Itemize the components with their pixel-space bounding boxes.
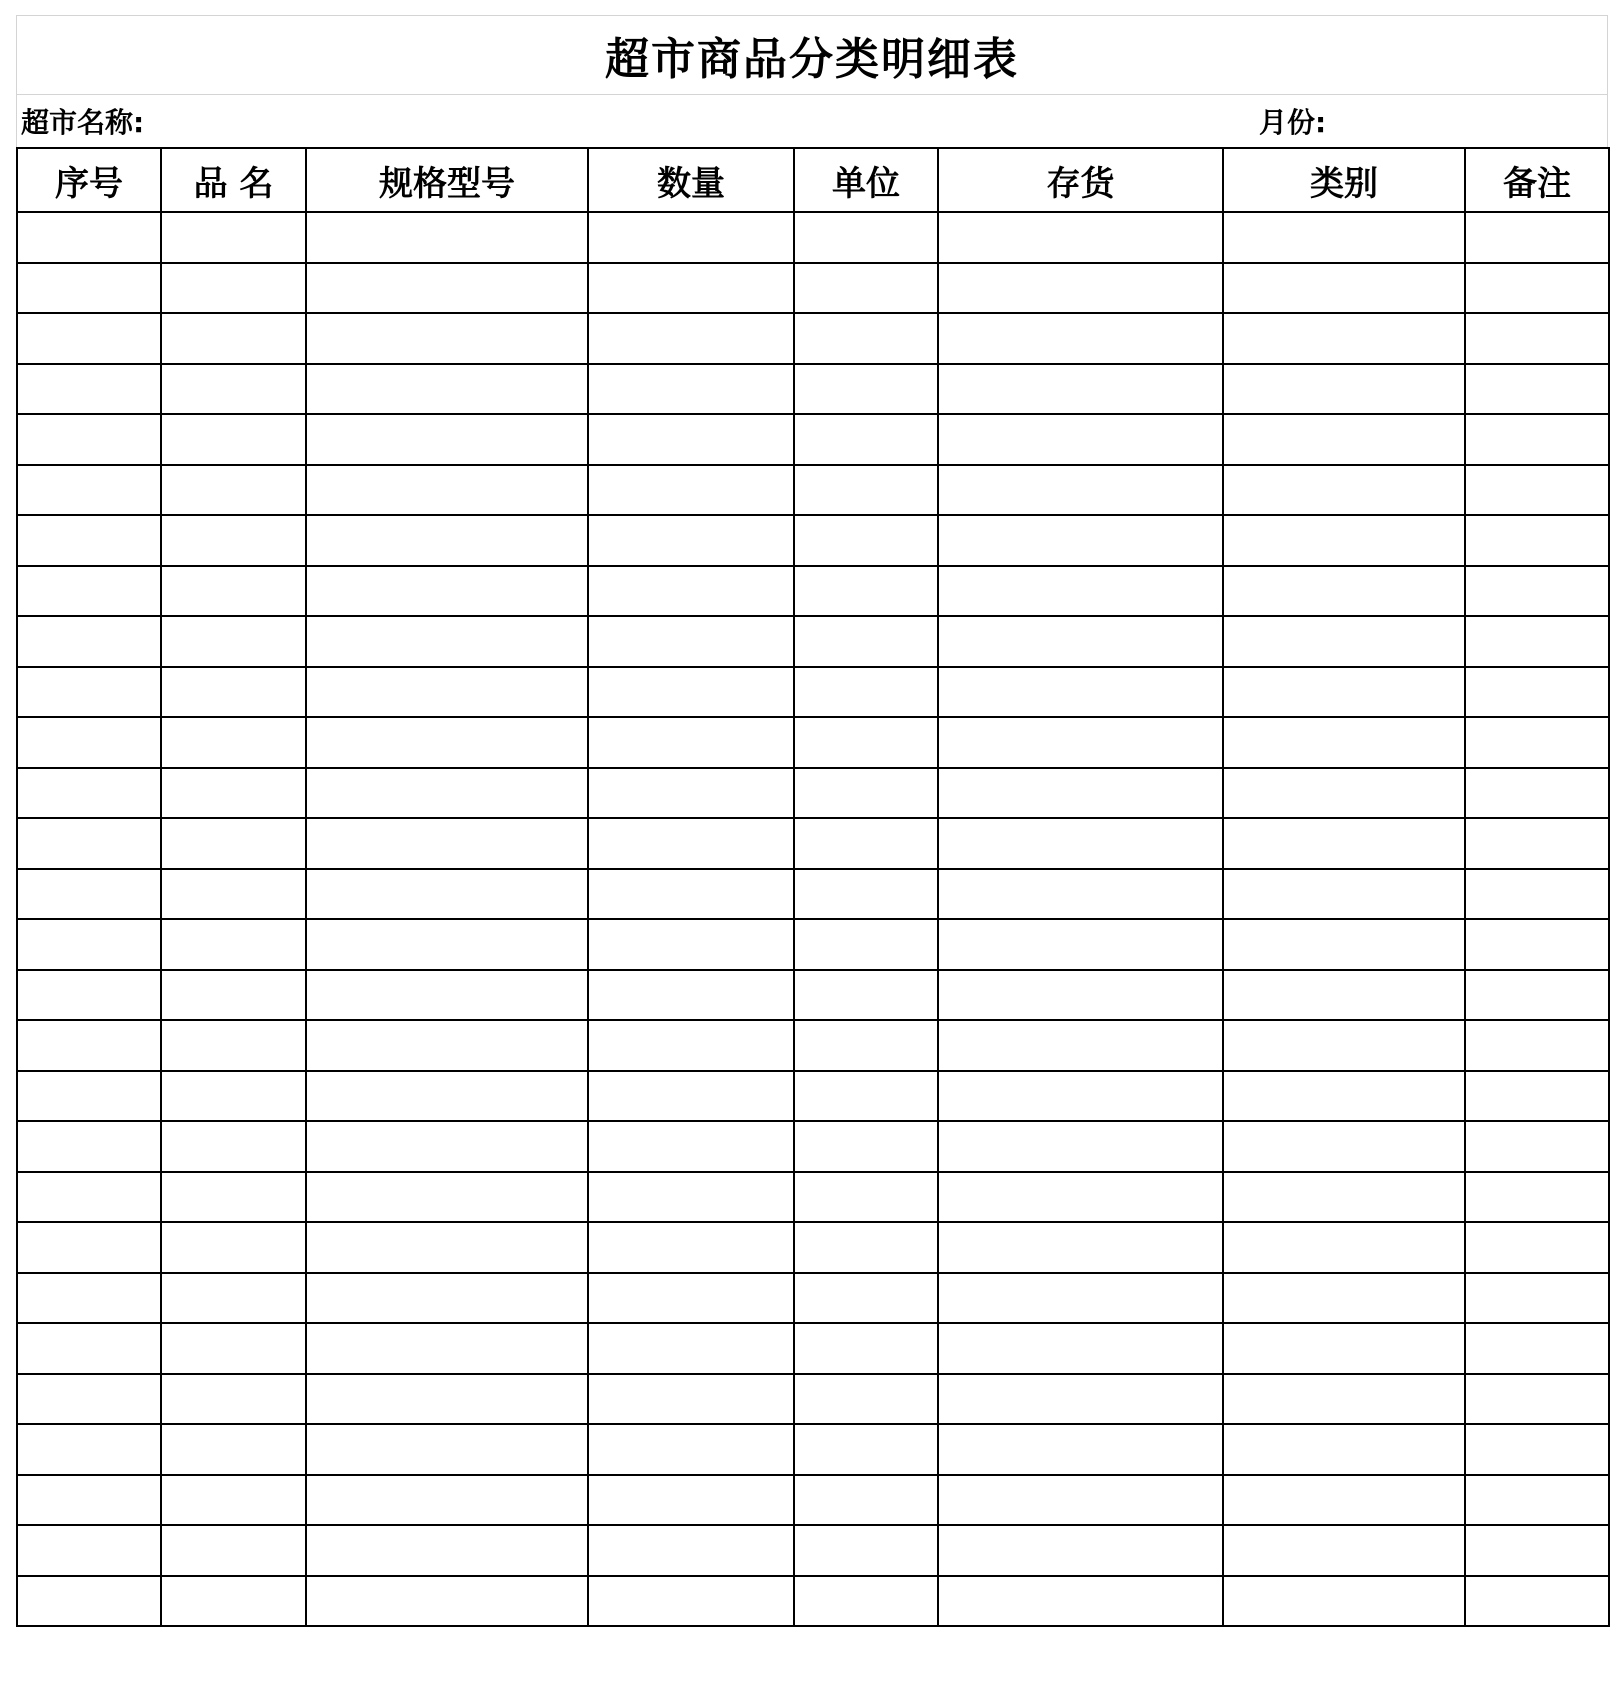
cell-category[interactable] (1223, 1323, 1465, 1374)
cell-quantity[interactable] (588, 768, 794, 819)
table-row (17, 313, 1609, 364)
cell-notes[interactable] (1465, 313, 1609, 364)
cell-unit[interactable] (794, 414, 938, 465)
cell-category[interactable] (1223, 768, 1465, 819)
cell-stock[interactable] (938, 869, 1223, 920)
cell-category[interactable] (1223, 1525, 1465, 1576)
cell-index[interactable] (17, 818, 161, 869)
table-row (17, 1020, 1609, 1071)
cell-name[interactable] (161, 970, 306, 1021)
cell-category[interactable] (1223, 364, 1465, 415)
cell-stock[interactable] (938, 1475, 1223, 1526)
cell-unit[interactable] (794, 515, 938, 566)
cell-spec[interactable] (306, 717, 588, 768)
cell-notes[interactable] (1465, 1121, 1609, 1172)
cell-stock[interactable] (938, 566, 1223, 617)
cell-index[interactable] (17, 212, 161, 263)
cell-unit[interactable] (794, 1576, 938, 1627)
cell-spec[interactable] (306, 1071, 588, 1122)
cell-stock[interactable] (938, 1374, 1223, 1425)
cell-index[interactable] (17, 768, 161, 819)
cell-index[interactable] (17, 566, 161, 617)
cell-quantity[interactable] (588, 1525, 794, 1576)
cell-name[interactable] (161, 515, 306, 566)
cell-category[interactable] (1223, 818, 1465, 869)
cell-spec[interactable] (306, 970, 588, 1021)
cell-quantity[interactable] (588, 1222, 794, 1273)
detail-table (16, 147, 1610, 1627)
cell-quantity[interactable] (588, 1424, 794, 1475)
cell-notes[interactable] (1465, 1071, 1609, 1122)
cell-notes[interactable] (1465, 1222, 1609, 1273)
table-row (17, 212, 1609, 263)
cell-notes[interactable] (1465, 1172, 1609, 1223)
cell-unit[interactable] (794, 970, 938, 1021)
cell-index[interactable] (17, 616, 161, 667)
cell-notes[interactable] (1465, 768, 1609, 819)
header-cell-index: 序号 (17, 148, 161, 212)
table-row (17, 566, 1609, 617)
cell-unit[interactable] (794, 919, 938, 970)
cell-name[interactable] (161, 212, 306, 263)
cell-category[interactable] (1223, 869, 1465, 920)
cell-spec[interactable] (306, 364, 588, 415)
sheet-title: 超市商品分类明细表 (605, 34, 1019, 85)
header-cell-notes: 备注 (1465, 148, 1609, 212)
table-row (17, 1121, 1609, 1172)
cell-name[interactable] (161, 465, 306, 516)
cell-category[interactable] (1223, 1475, 1465, 1526)
table-row (17, 818, 1609, 869)
table-body (17, 212, 1609, 1626)
cell-spec[interactable] (306, 414, 588, 465)
cell-quantity[interactable] (588, 1020, 794, 1071)
cell-unit[interactable] (794, 1475, 938, 1526)
header-cell-quantity: 数量 (588, 148, 794, 212)
table-row (17, 364, 1609, 415)
cell-spec[interactable] (306, 1121, 588, 1172)
cell-index[interactable] (17, 1576, 161, 1627)
cell-spec[interactable] (306, 566, 588, 617)
cell-quantity[interactable] (588, 616, 794, 667)
table-row (17, 1172, 1609, 1223)
cell-category[interactable] (1223, 970, 1465, 1021)
cell-stock[interactable] (938, 1323, 1223, 1374)
table-row (17, 1525, 1609, 1576)
cell-stock[interactable] (938, 1071, 1223, 1122)
cell-quantity[interactable] (588, 263, 794, 314)
cell-index[interactable] (17, 313, 161, 364)
cell-spec[interactable] (306, 1374, 588, 1425)
cell-stock[interactable] (938, 515, 1223, 566)
header-cell-category: 类别 (1223, 148, 1465, 212)
table-row (17, 1424, 1609, 1475)
cell-quantity[interactable] (588, 869, 794, 920)
cell-unit[interactable] (794, 869, 938, 920)
cell-category[interactable] (1223, 263, 1465, 314)
cell-index[interactable] (17, 1374, 161, 1425)
table-row (17, 515, 1609, 566)
cell-category[interactable] (1223, 1121, 1465, 1172)
cell-unit[interactable] (794, 1323, 938, 1374)
cell-unit[interactable] (794, 1424, 938, 1475)
cell-category[interactable] (1223, 212, 1465, 263)
cell-stock[interactable] (938, 818, 1223, 869)
cell-stock[interactable] (938, 1576, 1223, 1627)
cell-category[interactable] (1223, 1424, 1465, 1475)
cell-name[interactable] (161, 263, 306, 314)
cell-index[interactable] (17, 414, 161, 465)
cell-stock[interactable] (938, 465, 1223, 516)
cell-name[interactable] (161, 1475, 306, 1526)
cell-name[interactable] (161, 1323, 306, 1374)
cell-spec[interactable] (306, 1424, 588, 1475)
cell-notes[interactable] (1465, 414, 1609, 465)
cell-stock[interactable] (938, 414, 1223, 465)
header-cell-stock: 存货 (938, 148, 1223, 212)
cell-quantity[interactable] (588, 1323, 794, 1374)
cell-name[interactable] (161, 1576, 306, 1627)
cell-notes[interactable] (1465, 919, 1609, 970)
cell-notes[interactable] (1465, 364, 1609, 415)
cell-index[interactable] (17, 1121, 161, 1172)
cell-quantity[interactable] (588, 465, 794, 516)
cell-name[interactable] (161, 616, 306, 667)
cell-spec[interactable] (306, 1222, 588, 1273)
header-cell-spec: 规格型号 (306, 148, 588, 212)
cell-notes[interactable] (1465, 1576, 1609, 1627)
table-row (17, 768, 1609, 819)
cell-index[interactable] (17, 1071, 161, 1122)
cell-index[interactable] (17, 1222, 161, 1273)
header-cell-unit: 单位 (794, 148, 938, 212)
cell-index[interactable] (17, 667, 161, 718)
cell-index[interactable] (17, 465, 161, 516)
table-row (17, 263, 1609, 314)
table-row (17, 414, 1609, 465)
cell-stock[interactable] (938, 313, 1223, 364)
table-row (17, 465, 1609, 516)
cell-index[interactable] (17, 1424, 161, 1475)
table-row (17, 1273, 1609, 1324)
cell-unit[interactable] (794, 263, 938, 314)
cell-stock[interactable] (938, 212, 1223, 263)
cell-spec[interactable] (306, 212, 588, 263)
cell-stock[interactable] (938, 717, 1223, 768)
cell-stock[interactable] (938, 1424, 1223, 1475)
cell-spec[interactable] (306, 313, 588, 364)
cell-unit[interactable] (794, 1374, 938, 1425)
month-label: 月份: (1259, 106, 1327, 139)
cell-quantity[interactable] (588, 1475, 794, 1526)
cell-quantity[interactable] (588, 919, 794, 970)
header-cell-name: 品 名 (161, 148, 306, 212)
cell-index[interactable] (17, 869, 161, 920)
cell-index[interactable] (17, 515, 161, 566)
title-row (16, 15, 1608, 95)
cell-index[interactable] (17, 970, 161, 1021)
cell-spec[interactable] (306, 667, 588, 718)
cell-unit[interactable] (794, 1273, 938, 1324)
cell-name[interactable] (161, 1121, 306, 1172)
cell-quantity[interactable] (588, 1172, 794, 1223)
cell-quantity[interactable] (588, 1071, 794, 1122)
cell-stock[interactable] (938, 1222, 1223, 1273)
cell-name[interactable] (161, 667, 306, 718)
table-row (17, 970, 1609, 1021)
cell-name[interactable] (161, 1424, 306, 1475)
cell-name[interactable] (161, 1222, 306, 1273)
cell-spec[interactable] (306, 1172, 588, 1223)
cell-category[interactable] (1223, 465, 1465, 516)
cell-notes[interactable] (1465, 566, 1609, 617)
table-row (17, 869, 1609, 920)
cell-unit[interactable] (794, 212, 938, 263)
meta-row (16, 95, 1608, 147)
cell-notes[interactable] (1465, 616, 1609, 667)
cell-quantity[interactable] (588, 414, 794, 465)
cell-index[interactable] (17, 1475, 161, 1526)
cell-category[interactable] (1223, 1576, 1465, 1627)
cell-notes[interactable] (1465, 212, 1609, 263)
cell-quantity[interactable] (588, 212, 794, 263)
cell-notes[interactable] (1465, 1323, 1609, 1374)
cell-index[interactable] (17, 717, 161, 768)
cell-index[interactable] (17, 919, 161, 970)
cell-notes[interactable] (1465, 1020, 1609, 1071)
cell-stock[interactable] (938, 768, 1223, 819)
cell-index[interactable] (17, 1172, 161, 1223)
cell-name[interactable] (161, 919, 306, 970)
cell-quantity[interactable] (588, 970, 794, 1021)
cell-name[interactable] (161, 1172, 306, 1223)
cell-quantity[interactable] (588, 515, 794, 566)
cell-quantity[interactable] (588, 313, 794, 364)
cell-quantity[interactable] (588, 1121, 794, 1172)
cell-notes[interactable] (1465, 970, 1609, 1021)
cell-category[interactable] (1223, 919, 1465, 970)
cell-category[interactable] (1223, 1172, 1465, 1223)
table-row (17, 1323, 1609, 1374)
cell-name[interactable] (161, 818, 306, 869)
cell-category[interactable] (1223, 1071, 1465, 1122)
cell-unit[interactable] (794, 616, 938, 667)
cell-notes[interactable] (1465, 1525, 1609, 1576)
cell-index[interactable] (17, 364, 161, 415)
cell-spec[interactable] (306, 465, 588, 516)
cell-quantity[interactable] (588, 566, 794, 617)
cell-spec[interactable] (306, 818, 588, 869)
header-row (17, 148, 1609, 212)
cell-category[interactable] (1223, 1374, 1465, 1425)
cell-spec[interactable] (306, 1323, 588, 1374)
cell-name[interactable] (161, 717, 306, 768)
cell-notes[interactable] (1465, 869, 1609, 920)
cell-unit[interactable] (794, 667, 938, 718)
cell-spec[interactable] (306, 919, 588, 970)
cell-name[interactable] (161, 1273, 306, 1324)
cell-notes[interactable] (1465, 1273, 1609, 1324)
table-row (17, 1071, 1609, 1122)
cell-stock[interactable] (938, 1525, 1223, 1576)
cell-notes[interactable] (1465, 1424, 1609, 1475)
cell-name[interactable] (161, 566, 306, 617)
cell-quantity[interactable] (588, 717, 794, 768)
spreadsheet (16, 15, 1608, 1627)
cell-quantity[interactable] (588, 818, 794, 869)
cell-name[interactable] (161, 1071, 306, 1122)
cell-stock[interactable] (938, 1273, 1223, 1324)
cell-notes[interactable] (1465, 667, 1609, 718)
cell-unit[interactable] (794, 465, 938, 516)
table-row (17, 1576, 1609, 1627)
table-row (17, 717, 1609, 768)
cell-notes[interactable] (1465, 263, 1609, 314)
table-row (17, 616, 1609, 667)
cell-quantity[interactable] (588, 1273, 794, 1324)
table-row (17, 667, 1609, 718)
cell-unit[interactable] (794, 1121, 938, 1172)
cell-quantity[interactable] (588, 364, 794, 415)
cell-category[interactable] (1223, 515, 1465, 566)
cell-unit[interactable] (794, 717, 938, 768)
cell-unit[interactable] (794, 818, 938, 869)
cell-stock[interactable] (938, 1020, 1223, 1071)
cell-notes[interactable] (1465, 465, 1609, 516)
cell-category[interactable] (1223, 1222, 1465, 1273)
cell-name[interactable] (161, 414, 306, 465)
cell-index[interactable] (17, 1323, 161, 1374)
cell-notes[interactable] (1465, 515, 1609, 566)
cell-name[interactable] (161, 1525, 306, 1576)
cell-spec[interactable] (306, 1475, 588, 1526)
cell-unit[interactable] (794, 1071, 938, 1122)
cell-unit[interactable] (794, 364, 938, 415)
cell-stock[interactable] (938, 263, 1223, 314)
cell-notes[interactable] (1465, 818, 1609, 869)
cell-spec[interactable] (306, 1525, 588, 1576)
cell-stock[interactable] (938, 616, 1223, 667)
cell-stock[interactable] (938, 364, 1223, 415)
cell-stock[interactable] (938, 919, 1223, 970)
cell-name[interactable] (161, 768, 306, 819)
table-row (17, 1475, 1609, 1526)
cell-category[interactable] (1223, 667, 1465, 718)
cell-unit[interactable] (794, 768, 938, 819)
cell-category[interactable] (1223, 566, 1465, 617)
cell-unit[interactable] (794, 566, 938, 617)
table-row (17, 1222, 1609, 1273)
cell-stock[interactable] (938, 970, 1223, 1021)
cell-spec[interactable] (306, 768, 588, 819)
table-row (17, 1374, 1609, 1425)
cell-unit[interactable] (794, 1525, 938, 1576)
cell-quantity[interactable] (588, 1576, 794, 1627)
cell-name[interactable] (161, 869, 306, 920)
cell-category[interactable] (1223, 717, 1465, 768)
cell-notes[interactable] (1465, 717, 1609, 768)
cell-spec[interactable] (306, 869, 588, 920)
cell-stock[interactable] (938, 667, 1223, 718)
cell-spec[interactable] (306, 616, 588, 667)
cell-category[interactable] (1223, 1273, 1465, 1324)
cell-quantity[interactable] (588, 1374, 794, 1425)
cell-quantity[interactable] (588, 667, 794, 718)
cell-unit[interactable] (794, 1020, 938, 1071)
cell-notes[interactable] (1465, 1475, 1609, 1526)
cell-unit[interactable] (794, 313, 938, 364)
store-name-label: 超市名称: (21, 106, 145, 139)
cell-notes[interactable] (1465, 1374, 1609, 1425)
cell-spec[interactable] (306, 1020, 588, 1071)
cell-stock[interactable] (938, 1172, 1223, 1223)
cell-spec[interactable] (306, 515, 588, 566)
cell-name[interactable] (161, 364, 306, 415)
cell-category[interactable] (1223, 414, 1465, 465)
cell-spec[interactable] (306, 1576, 588, 1627)
cell-spec[interactable] (306, 263, 588, 314)
table-row (17, 919, 1609, 970)
cell-name[interactable] (161, 313, 306, 364)
cell-index[interactable] (17, 263, 161, 314)
cell-category[interactable] (1223, 616, 1465, 667)
cell-unit[interactable] (794, 1222, 938, 1273)
cell-name[interactable] (161, 1374, 306, 1425)
cell-index[interactable] (17, 1020, 161, 1071)
cell-spec[interactable] (306, 1273, 588, 1324)
cell-stock[interactable] (938, 1121, 1223, 1172)
cell-category[interactable] (1223, 1020, 1465, 1071)
cell-unit[interactable] (794, 1172, 938, 1223)
cell-category[interactable] (1223, 313, 1465, 364)
cell-index[interactable] (17, 1525, 161, 1576)
cell-name[interactable] (161, 1020, 306, 1071)
cell-index[interactable] (17, 1273, 161, 1324)
